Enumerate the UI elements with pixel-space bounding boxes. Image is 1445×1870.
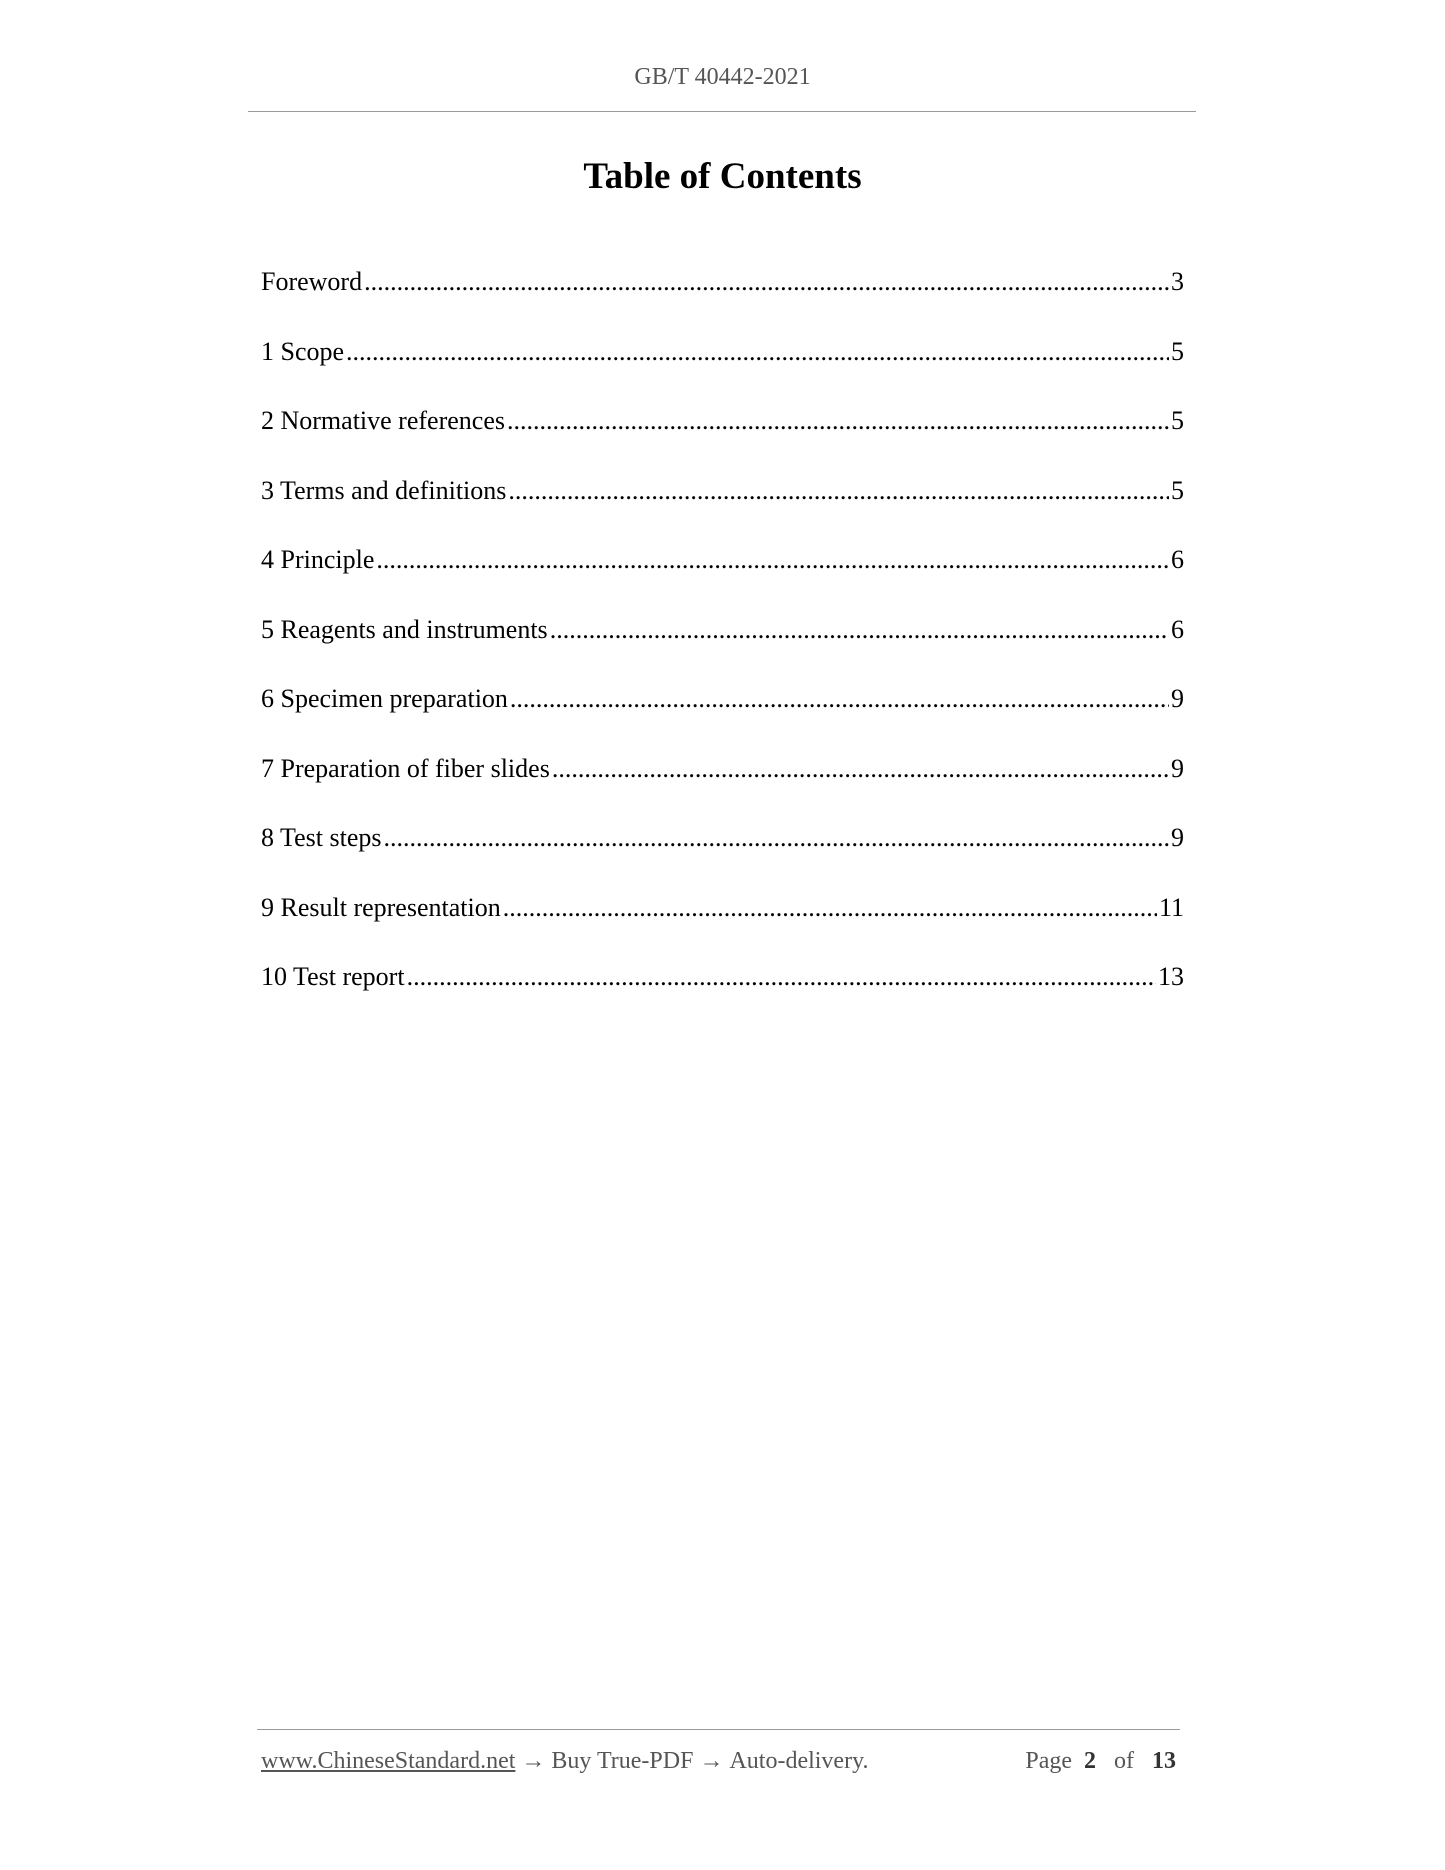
toc-entry-label: 2 Normative references [261, 406, 505, 435]
toc-entry-page: 6 [1171, 545, 1184, 574]
toc-entry-page: 11 [1158, 892, 1184, 922]
toc-entry-normative-references[interactable] [261, 401, 1184, 471]
current-page-number: 2 [1084, 1748, 1096, 1774]
auto-delivery-text: Auto-delivery. [729, 1748, 869, 1774]
toc-dot-leader [407, 957, 1156, 997]
footer-promo [261, 1748, 869, 1775]
page-title: Table of Contents [583, 156, 862, 197]
total-page-count: 13 [1152, 1748, 1176, 1774]
toc-entry-label: 3 Terms and definitions [261, 475, 507, 505]
toc-dot-leader [507, 401, 1169, 441]
toc-dot-leader [550, 610, 1169, 650]
header-divider [248, 111, 1196, 112]
toc-entry-label: 6 Specimen preparation [261, 684, 508, 713]
toc-entry-terms-and-definitions[interactable] [261, 471, 1184, 541]
toc-entry-preparation-of-fiber-slides[interactable] [261, 749, 1184, 819]
toc-entry-page: 13 [1158, 962, 1184, 991]
toc-entry-page: 5 [1171, 336, 1184, 366]
toc-entry-result-representation[interactable] [261, 888, 1184, 958]
toc-dot-leader [364, 262, 1169, 302]
toc-entry-specimen-preparation[interactable] [261, 679, 1184, 749]
toc-entry-page: 9 [1171, 753, 1184, 783]
toc-entry-page: 6 [1171, 614, 1184, 644]
toc-entry-label: 10 Test report [261, 962, 405, 991]
toc-dot-leader [510, 679, 1169, 719]
toc-dot-leader [383, 818, 1169, 858]
toc-entry-test-steps[interactable] [261, 818, 1184, 888]
toc-entry-label: 9 Result representation [261, 892, 501, 922]
toc-entry-foreword[interactable] [261, 262, 1184, 332]
toc-entry-label: 4 Principle [261, 545, 375, 574]
arrow-right-icon: → [521, 1748, 546, 1774]
toc-entry-page: 9 [1171, 684, 1184, 713]
footer-divider [257, 1729, 1180, 1730]
toc-entry-label: Foreword [261, 267, 363, 296]
toc-entry-label: 5 Reagents and instruments [261, 614, 548, 644]
page-word: Page [1025, 1748, 1072, 1774]
toc-entry-principle[interactable] [261, 540, 1184, 610]
toc-entry-label: 7 Preparation of fiber slides [261, 753, 550, 783]
toc-dot-leader [346, 332, 1169, 372]
toc-entry-test-report[interactable] [261, 957, 1184, 1027]
arrow-right-icon: → [699, 1748, 724, 1774]
buy-true-pdf-text: Buy True-PDF [551, 1748, 694, 1774]
toc-entry-page: 5 [1171, 406, 1184, 435]
toc-entry-label: 1 Scope [261, 336, 345, 366]
toc-dot-leader [552, 749, 1169, 789]
document-id: GB/T 40442-2021 [634, 64, 811, 90]
toc-entry-page: 3 [1171, 267, 1184, 296]
toc-dot-leader [508, 471, 1169, 511]
toc-entry-page: 9 [1171, 823, 1184, 852]
toc-entry-reagents-and-instruments[interactable] [261, 610, 1184, 680]
of-word: of [1114, 1748, 1134, 1774]
page-number [1025, 1748, 1176, 1775]
toc-entry-scope[interactable] [261, 332, 1184, 402]
toc-dot-leader [376, 540, 1169, 580]
toc-entry-page: 5 [1171, 475, 1184, 505]
website-link[interactable]: www.ChineseStandard.net [261, 1748, 516, 1774]
toc-dot-leader [503, 888, 1157, 928]
toc-entry-label: 8 Test steps [261, 823, 382, 852]
table-of-contents [261, 262, 1184, 1027]
